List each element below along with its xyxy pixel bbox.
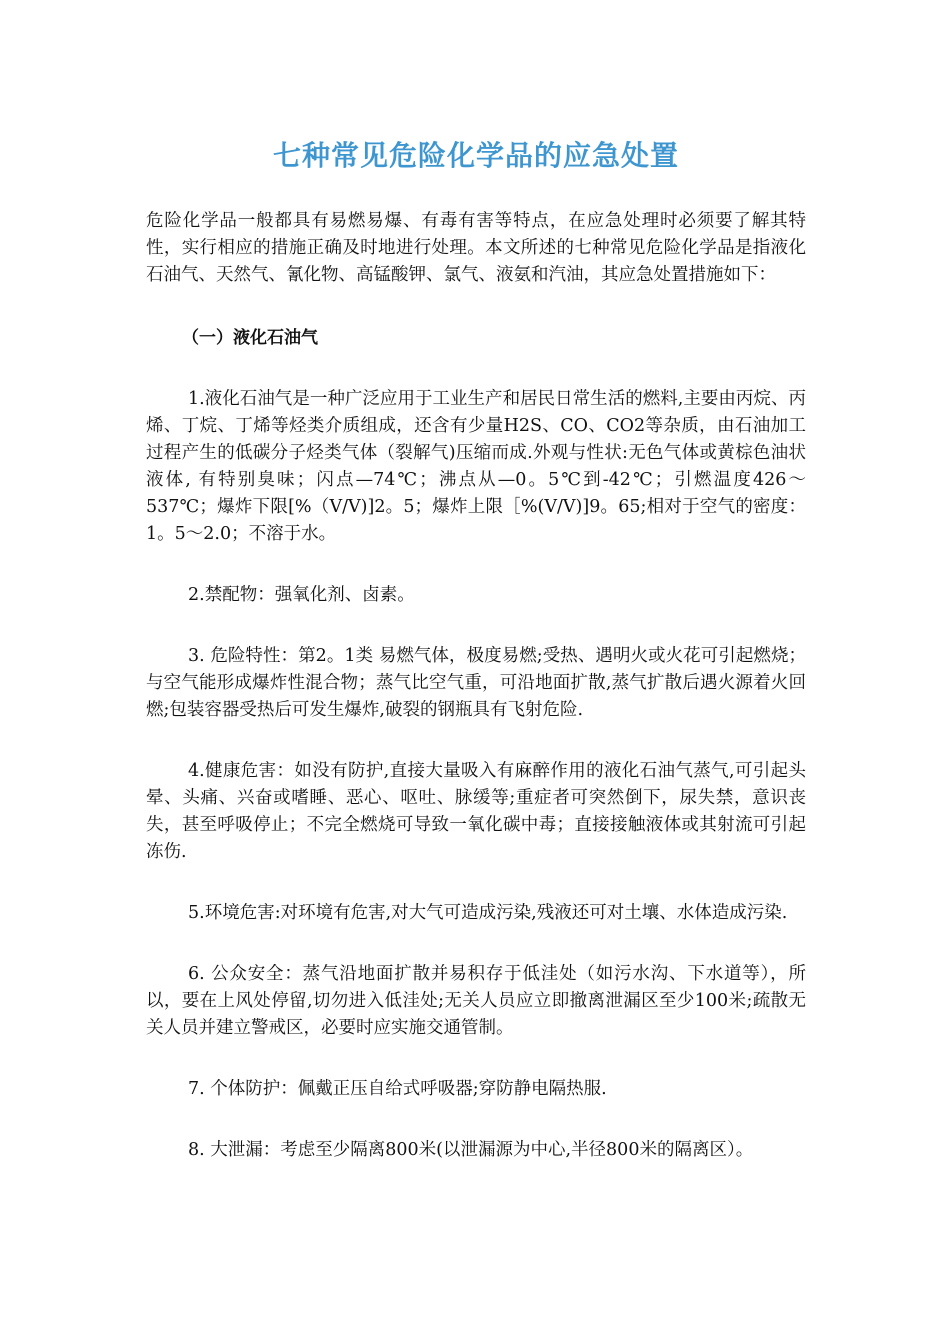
section-heading-lpg: （一）液化石油气 (182, 328, 318, 348)
item-5-environmental-hazards: 5.环境危害:对环境有危害,对大气可造成污染,残液还可对土壤、水体造成污染. (188, 903, 788, 923)
item-3-hazard-characteristics: 3. 危险特性：第2。1类 易燃气体，极度易燃;受热、遇明火或火花可引起燃烧；与空气能形成爆炸性混合物；蒸气比空气重，可沿地面扩散,蒸气扩散后遇火源着火回燃;包装容器受热后可发生爆炸,破裂的钢瓶具有飞射危险. (146, 646, 806, 720)
document-title: 七种常见危险化学品的应急处置 (272, 139, 679, 172)
item-6-public-safety: 6. 公众安全：蒸气沿地面扩散并易积存于低洼处（如污水沟、下水道等），所以，要在上风处停留,切勿进入低洼处;无关人员应立即撤离泄漏区至少100米;疏散无关人员并建立警戒区，必要时应实施交通管制。 (146, 964, 806, 1038)
document-page (146, 132, 806, 1164)
item-4-health-hazards: 4.健康危害：如没有防护,直接大量吸入有麻醉作用的液化石油气蒸气,可引起头晕、头痛、兴奋或嗜睡、恶心、呕吐、脉缓等;重症者可突然倒下，尿失禁，意识丧失，甚至呼吸停止；不完全燃烧可导致一氧化碳中毒；直接接触液体或其射流可引起冻伤. (146, 761, 806, 862)
intro-paragraph: 危险化学品一般都具有易燃易爆、有毒有害等特点，在应急处理时必须要了解其特性，实行相应的措施正确及时地进行处理。本文所述的七种常见危险化学品是指液化石油气、天然气、氰化物、高锰酸钾、氯气、液氨和汽油，其应急处置措施如下： (146, 211, 806, 285)
item-8-large-leak: 8. 大泄漏：考虑至少隔离800米(以泄漏源为中心,半径800米的隔离区）。 (188, 1140, 754, 1160)
item-2-incompatible-materials: 2.禁配物：强氧化剂、卤素。 (188, 585, 415, 605)
item-7-personal-protection: 7. 个体防护：佩戴正压自给式呼吸器;穿防静电隔热服. (188, 1079, 607, 1099)
item-1-overview: 1.液化石油气是一种广泛应用于工业生产和居民日常生活的燃料,主要由丙烷、丙烯、丁烷、丁烯等烃类介质组成，还含有少量H2S、CO、CO2等杂质，由石油加工过程产生的低碳分子烃类气体（裂解气)压缩而成.外观与性状:无色气体或黄棕色油状液体, 有特别臭味；闪点—74℃；沸点从—0。5℃到-42℃；引燃温度426～537℃；爆炸下限[%（V/V)]2。5；爆炸上限［%(V/V)]9。65;相对于空气的密度：1。5～2.0；不溶于水。 (146, 389, 806, 544)
